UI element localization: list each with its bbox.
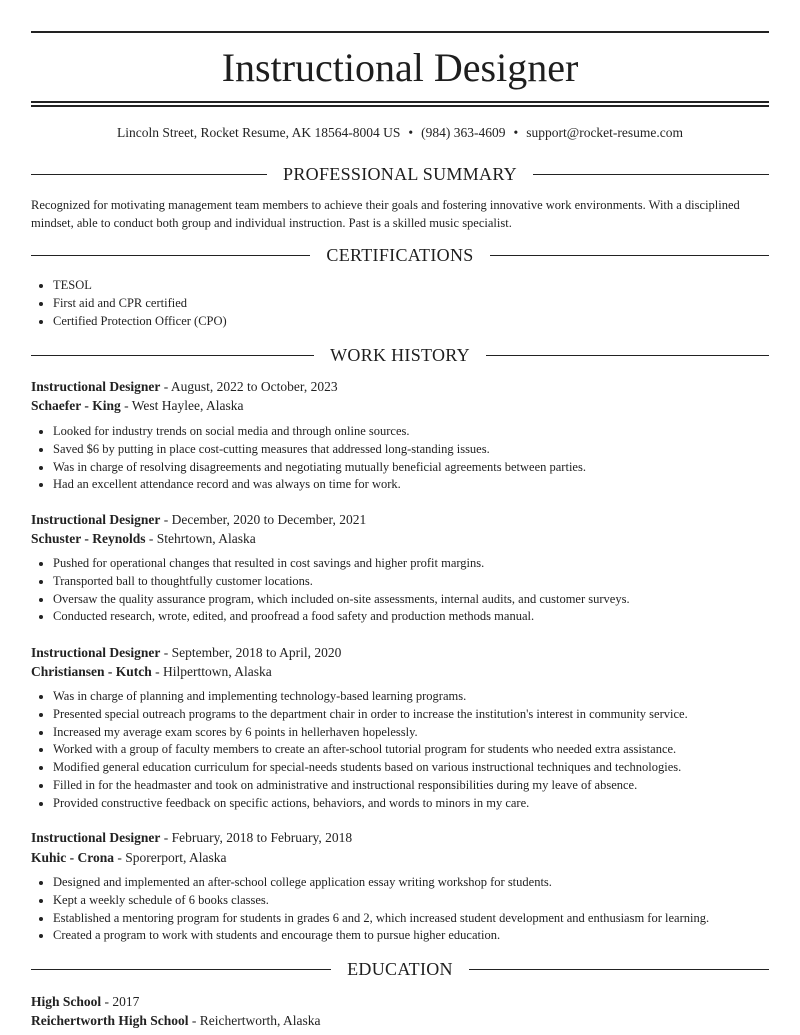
job-company-line: Schuster - Reynolds - Stehrtown, Alaska — [31, 531, 256, 546]
job-title: Instructional Designer — [31, 512, 161, 527]
list-item: • Created a program to work with students and encourage them to pursue higher education. — [53, 927, 793, 945]
header-top-rule — [31, 31, 769, 33]
job-company-line: Schaefer - King - West Haylee, Alaska — [31, 398, 244, 413]
list-item: • Was in charge of resolving disagreements and negotiating mutually beneficial agreements between parties. — [53, 459, 793, 477]
job-dates: February, 2018 to February, 2018 — [171, 830, 353, 845]
contact-separator: • — [408, 125, 414, 140]
list-item: • Pushed for operational changes that resulted in cost savings and higher profit margins. — [53, 555, 793, 573]
contact-phone[interactable]: (984) 363-4609 — [421, 125, 506, 140]
job-location: West Haylee, Alaska — [131, 398, 244, 413]
education-school: Reichertworth High School — [31, 1013, 189, 1028]
education-degree: High School — [31, 994, 102, 1009]
job-company-line: Kuhic - Crona - Sporerport, Alaska — [31, 850, 227, 865]
header-double-rule-bottom — [31, 105, 769, 107]
list-item: • Conducted research, wrote, edited, and proofread a food safety and production methods manual. — [53, 608, 793, 626]
list-item: • Transported ball to thoughtfully customer locations. — [53, 573, 793, 591]
section-title-education: EDUCATION — [0, 958, 800, 980]
section-title-certifications: CERTIFICATIONS — [0, 244, 800, 266]
education-degree-line: High School - 2017 — [31, 994, 140, 1009]
job-title-line: Instructional Designer - August, 2022 to October, 2023 — [31, 379, 338, 394]
header-double-rule-top — [31, 101, 769, 103]
contact-separator: • — [513, 125, 519, 140]
contact-line — [0, 124, 800, 142]
list-item: • Filled in for the headmaster and took on administrative and instructional responsibilities during my leave of absence. — [53, 777, 793, 795]
job-dates: December, 2020 to December, 2021 — [171, 512, 367, 527]
job-title: Instructional Designer — [31, 645, 161, 660]
job-location: Sporerport, Alaska — [125, 850, 227, 865]
job-company: Kuhic - Crona — [31, 850, 115, 865]
list-item: • Designed and implemented an after-school college application essay writing workshop for students. — [53, 874, 793, 892]
list-item: • Provided constructive feedback on specific actions, behaviors, and words to minors in my care. — [53, 795, 793, 813]
list-item: • Had an excellent attendance record and was always on time for work. — [53, 476, 793, 494]
job-company: Christiansen - Kutch — [31, 664, 152, 679]
list-item: • Saved $6 by putting in place cost-cutting measures that addressed long-standing issues. — [53, 441, 793, 459]
list-item: • Increased my average exam scores by 6 points in hellerhaven hopelessly. — [53, 724, 793, 742]
job-bullets — [31, 874, 793, 945]
list-item: • Established a mentoring program for students in grades 6 and 2, which increased student development and enthusiasm for learning. — [53, 910, 793, 928]
job-title-line: Instructional Designer - February, 2018 to February, 2018 — [31, 830, 353, 845]
education-location: Reichertworth, Alaska — [199, 1013, 321, 1028]
list-item: • Certified Protection Officer (CPO) — [53, 313, 793, 331]
education-year: 2017 — [112, 994, 140, 1009]
certifications-list — [31, 277, 793, 330]
job-company-line: Christiansen - Kutch - Hilperttown, Alaska — [31, 664, 272, 679]
job-bullets — [31, 555, 793, 626]
list-item: • Looked for industry trends on social media and through online sources. — [53, 423, 793, 441]
contact-address: Lincoln Street, Rocket Resume, AK 18564-8004 US — [116, 125, 401, 140]
list-item: • Modified general education curriculum for special-needs students based on various instructional techniques and technologies. — [53, 759, 793, 777]
list-item: • TESOL — [53, 277, 793, 295]
summary-text: Recognized for motivating management team members to achieve their goals and fostering innovative work environments. With a disciplined mindset, able to conduct both group and individual instruction. Past is a skilled music specialist. — [31, 198, 740, 230]
education-school-line: Reichertworth High School - Reichertworth, Alaska — [31, 1013, 321, 1028]
job-title-line: Instructional Designer - December, 2020 to December, 2021 — [31, 512, 367, 527]
list-item: • Presented special outreach programs to the department chair in order to increase the institution's interest in community service. — [53, 706, 793, 724]
job-title: Instructional Designer — [31, 830, 161, 845]
job-company: Schaefer - King — [31, 398, 121, 413]
list-item: • Kept a weekly schedule of 6 books classes. — [53, 892, 793, 910]
contact-email[interactable]: support@rocket-resume.com — [526, 125, 684, 140]
job-dates: September, 2018 to April, 2020 — [171, 645, 342, 660]
job-bullets — [31, 423, 793, 494]
job-title-line: Instructional Designer - September, 2018 to April, 2020 — [31, 645, 342, 660]
list-item: • Oversaw the quality assurance program, which included on-site assessments, internal audits, and customer surveys. — [53, 591, 793, 609]
job-location: Hilperttown, Alaska — [163, 664, 272, 679]
section-title-summary: PROFESSIONAL SUMMARY — [0, 163, 800, 185]
resume-name: Instructional Designer — [221, 45, 579, 90]
job-company: Schuster - Reynolds — [31, 531, 146, 546]
job-location: Stehrtown, Alaska — [156, 531, 256, 546]
section-title-work-history: WORK HISTORY — [0, 344, 800, 366]
list-item: • Worked with a group of faculty members to create an after-school tutorial program for students who needed extra assistance. — [53, 741, 793, 759]
job-dates: August, 2022 to October, 2023 — [170, 379, 338, 394]
job-bullets — [31, 688, 793, 813]
job-title: Instructional Designer — [31, 379, 161, 394]
list-item: • First aid and CPR certified — [53, 295, 793, 313]
list-item: • Was in charge of planning and implementing technology-based learning programs. — [53, 688, 793, 706]
